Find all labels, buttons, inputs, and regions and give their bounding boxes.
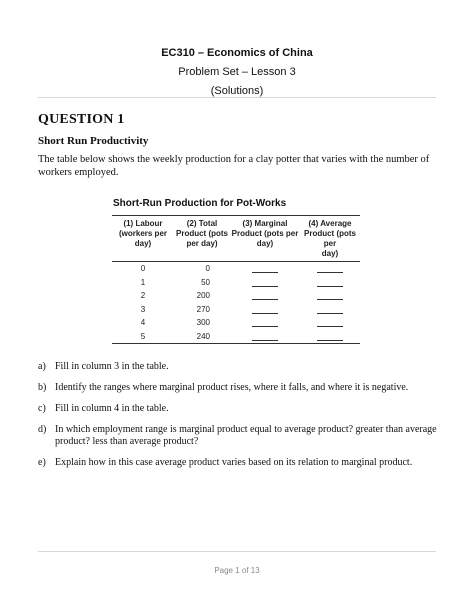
marginal-product-blank[interactable] — [230, 318, 300, 327]
average-product-blank[interactable] — [300, 332, 360, 341]
table-row — [112, 316, 360, 330]
average-product-blank[interactable] — [300, 305, 360, 314]
marginal-product-blank[interactable] — [230, 305, 300, 314]
question-list — [38, 361, 438, 478]
item-text: Identify the ranges where marginal product rises, where it falls, and where it is negative. — [55, 382, 409, 393]
marginal-product-blank[interactable] — [230, 332, 300, 341]
footer-divider — [38, 551, 436, 552]
item-label: c) — [38, 403, 46, 414]
intro-paragraph: The table below shows the weekly production for a clay potter that varies with the number of workers employed. — [38, 154, 430, 178]
labour-cell: 1 — [140, 277, 146, 287]
labour-cell: 0 — [140, 264, 146, 274]
item-label: b) — [38, 382, 47, 393]
production-table — [112, 215, 360, 344]
item-label: a) — [38, 361, 46, 372]
average-product-blank[interactable] — [300, 291, 360, 300]
table-row — [112, 330, 360, 344]
labour-cell: 4 — [140, 318, 146, 328]
labour-cell: 3 — [140, 304, 146, 314]
labour-cell: 5 — [140, 331, 146, 341]
average-product-blank[interactable] — [300, 278, 360, 287]
item-label: d) — [38, 424, 47, 435]
list-item — [38, 403, 438, 415]
table-row — [112, 262, 360, 276]
table-row — [112, 289, 360, 303]
table-header — [112, 215, 360, 262]
total-product-cell: 0 — [205, 264, 210, 274]
marginal-product-blank[interactable] — [230, 278, 300, 287]
course-title: EC310 – Economics of China — [161, 47, 313, 59]
column-header-labour: (1) Labour (workers per day) — [118, 219, 168, 248]
table-bottom-rule — [112, 343, 360, 344]
column-header-marginal-product: (3) Marginal Product (pots per day) — [231, 219, 299, 248]
marginal-product-blank[interactable] — [230, 264, 300, 273]
table-title: Short-Run Production for Pot-Works — [113, 198, 287, 209]
total-product-cell: 200 — [196, 291, 210, 301]
item-text: Explain how in this case average product varies based on its relation to marginal product. — [55, 457, 413, 468]
item-text: Fill in column 4 in the table. — [55, 403, 169, 414]
table-row — [112, 276, 360, 290]
list-item — [38, 457, 438, 469]
column-header-average-product: (4) Average Product (pots per day) — [304, 219, 356, 258]
labour-cell: 2 — [140, 291, 146, 301]
item-label: e) — [38, 457, 46, 468]
solutions-label: (Solutions) — [210, 85, 264, 97]
problem-set-title: Problem Set – Lesson 3 — [178, 66, 296, 78]
total-product-cell: 270 — [196, 304, 210, 314]
list-item — [38, 424, 438, 448]
item-text: In which employment range is marginal product equal to average product? greater than average product? less than average product? — [55, 424, 437, 447]
column-header-total-product: (2) Total Product (pots per day) — [176, 219, 228, 248]
table-row — [112, 303, 360, 317]
average-product-blank[interactable] — [300, 318, 360, 327]
total-product-cell: 300 — [196, 318, 210, 328]
header-divider — [38, 97, 436, 98]
document-header — [0, 44, 474, 101]
total-product-cell: 240 — [196, 331, 210, 341]
list-item — [38, 382, 438, 394]
marginal-product-blank[interactable] — [230, 291, 300, 300]
total-product-cell: 50 — [201, 277, 210, 287]
page-number: Page 1 of 13 — [214, 566, 260, 575]
question-title: QUESTION 1 — [38, 112, 125, 127]
item-text: Fill in column 3 in the table. — [55, 361, 169, 372]
list-item — [38, 361, 438, 373]
section-title: Short Run Productivity — [38, 135, 149, 147]
average-product-blank[interactable] — [300, 264, 360, 273]
